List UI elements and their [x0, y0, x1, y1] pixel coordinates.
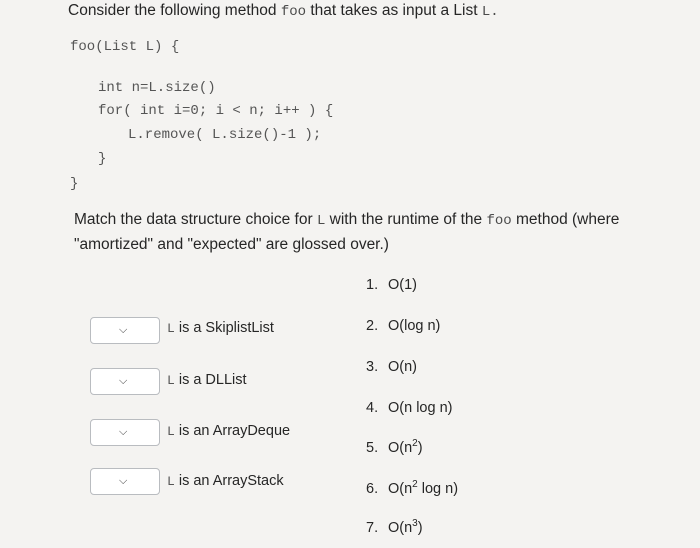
- match-method: foo: [486, 213, 512, 229]
- match-var: L: [316, 213, 326, 229]
- choice-number: 7.: [366, 520, 379, 536]
- choice-item: [366, 400, 452, 416]
- answer-dropdown-arraystack[interactable]: [90, 468, 160, 495]
- choice-item: [366, 359, 417, 375]
- choice-item: [366, 520, 423, 536]
- choice-text: O(n: [388, 481, 413, 497]
- choice-text: O(log n): [388, 318, 441, 334]
- item-var: L: [167, 424, 175, 439]
- choice-text: O(n: [388, 440, 413, 456]
- choice-item: [366, 277, 417, 293]
- chevron-down-icon: ⌵: [119, 374, 128, 387]
- item-var: L: [167, 321, 175, 336]
- question-intro: [68, 2, 499, 20]
- intro-text: Consider the following method: [68, 2, 281, 19]
- item-label-arraystack: [167, 473, 284, 489]
- answer-dropdown-dllist[interactable]: [90, 368, 160, 395]
- choice-item: [366, 481, 458, 497]
- match-text-2: with the runtime of the: [325, 211, 487, 228]
- chevron-down-icon: ⌵: [119, 323, 128, 336]
- choice-item: [366, 440, 423, 456]
- item-var: L: [167, 373, 175, 388]
- choice-text: O(1): [388, 277, 417, 293]
- code-line-2: int n=L.size(): [98, 80, 216, 96]
- item-text: is a SkiplistList: [174, 320, 274, 336]
- choice-superscript: 2: [412, 479, 418, 490]
- choice-text: O(n): [388, 359, 417, 375]
- item-label-arraydeque: [167, 423, 290, 439]
- item-text: is an ArrayDeque: [174, 423, 291, 439]
- code-line-4: L.remove( L.size()-1 );: [128, 127, 322, 143]
- choice-number: 2.: [366, 318, 379, 334]
- code-line-5: }: [98, 151, 107, 167]
- chevron-down-icon: ⌵: [119, 425, 128, 438]
- intro-var: L.: [481, 4, 499, 20]
- code-line-1: foo(List L) {: [70, 39, 180, 55]
- choice-text-end: log n): [417, 481, 459, 497]
- match-text-1: Match the data structure choice for: [74, 211, 317, 228]
- chevron-down-icon: ⌵: [119, 474, 128, 487]
- item-text: is a DLList: [174, 372, 247, 388]
- match-text-3: method (where "amortized" and "expected" are glossed over.): [74, 211, 620, 253]
- choice-text: O(n log n): [388, 400, 453, 416]
- choice-number: 4.: [366, 400, 379, 416]
- choice-number: 3.: [366, 359, 379, 375]
- item-text: is an ArrayStack: [174, 473, 284, 489]
- choice-superscript: 3: [412, 518, 418, 529]
- intro-method: foo: [280, 4, 307, 20]
- choice-number: 6.: [366, 481, 379, 497]
- code-line-6: }: [70, 176, 79, 192]
- choice-text-end: ): [417, 520, 423, 536]
- item-var: L: [167, 474, 175, 489]
- choice-text: O(n: [388, 520, 413, 536]
- intro-text-2: that takes as input a List: [306, 2, 482, 19]
- choice-text-end: ): [417, 440, 423, 456]
- choice-item: [366, 318, 440, 334]
- item-label-skiplistlist: [167, 320, 274, 336]
- answer-dropdown-skiplistlist[interactable]: [90, 317, 160, 344]
- choice-superscript: 2: [412, 438, 418, 449]
- match-instructions: [74, 208, 674, 257]
- item-label-dllist: [167, 372, 247, 388]
- code-line-3: for( int i=0; i < n; i++ ) {: [98, 103, 334, 119]
- choice-number: 5.: [366, 440, 379, 456]
- answer-dropdown-arraydeque[interactable]: [90, 419, 160, 446]
- choice-number: 1.: [366, 277, 379, 293]
